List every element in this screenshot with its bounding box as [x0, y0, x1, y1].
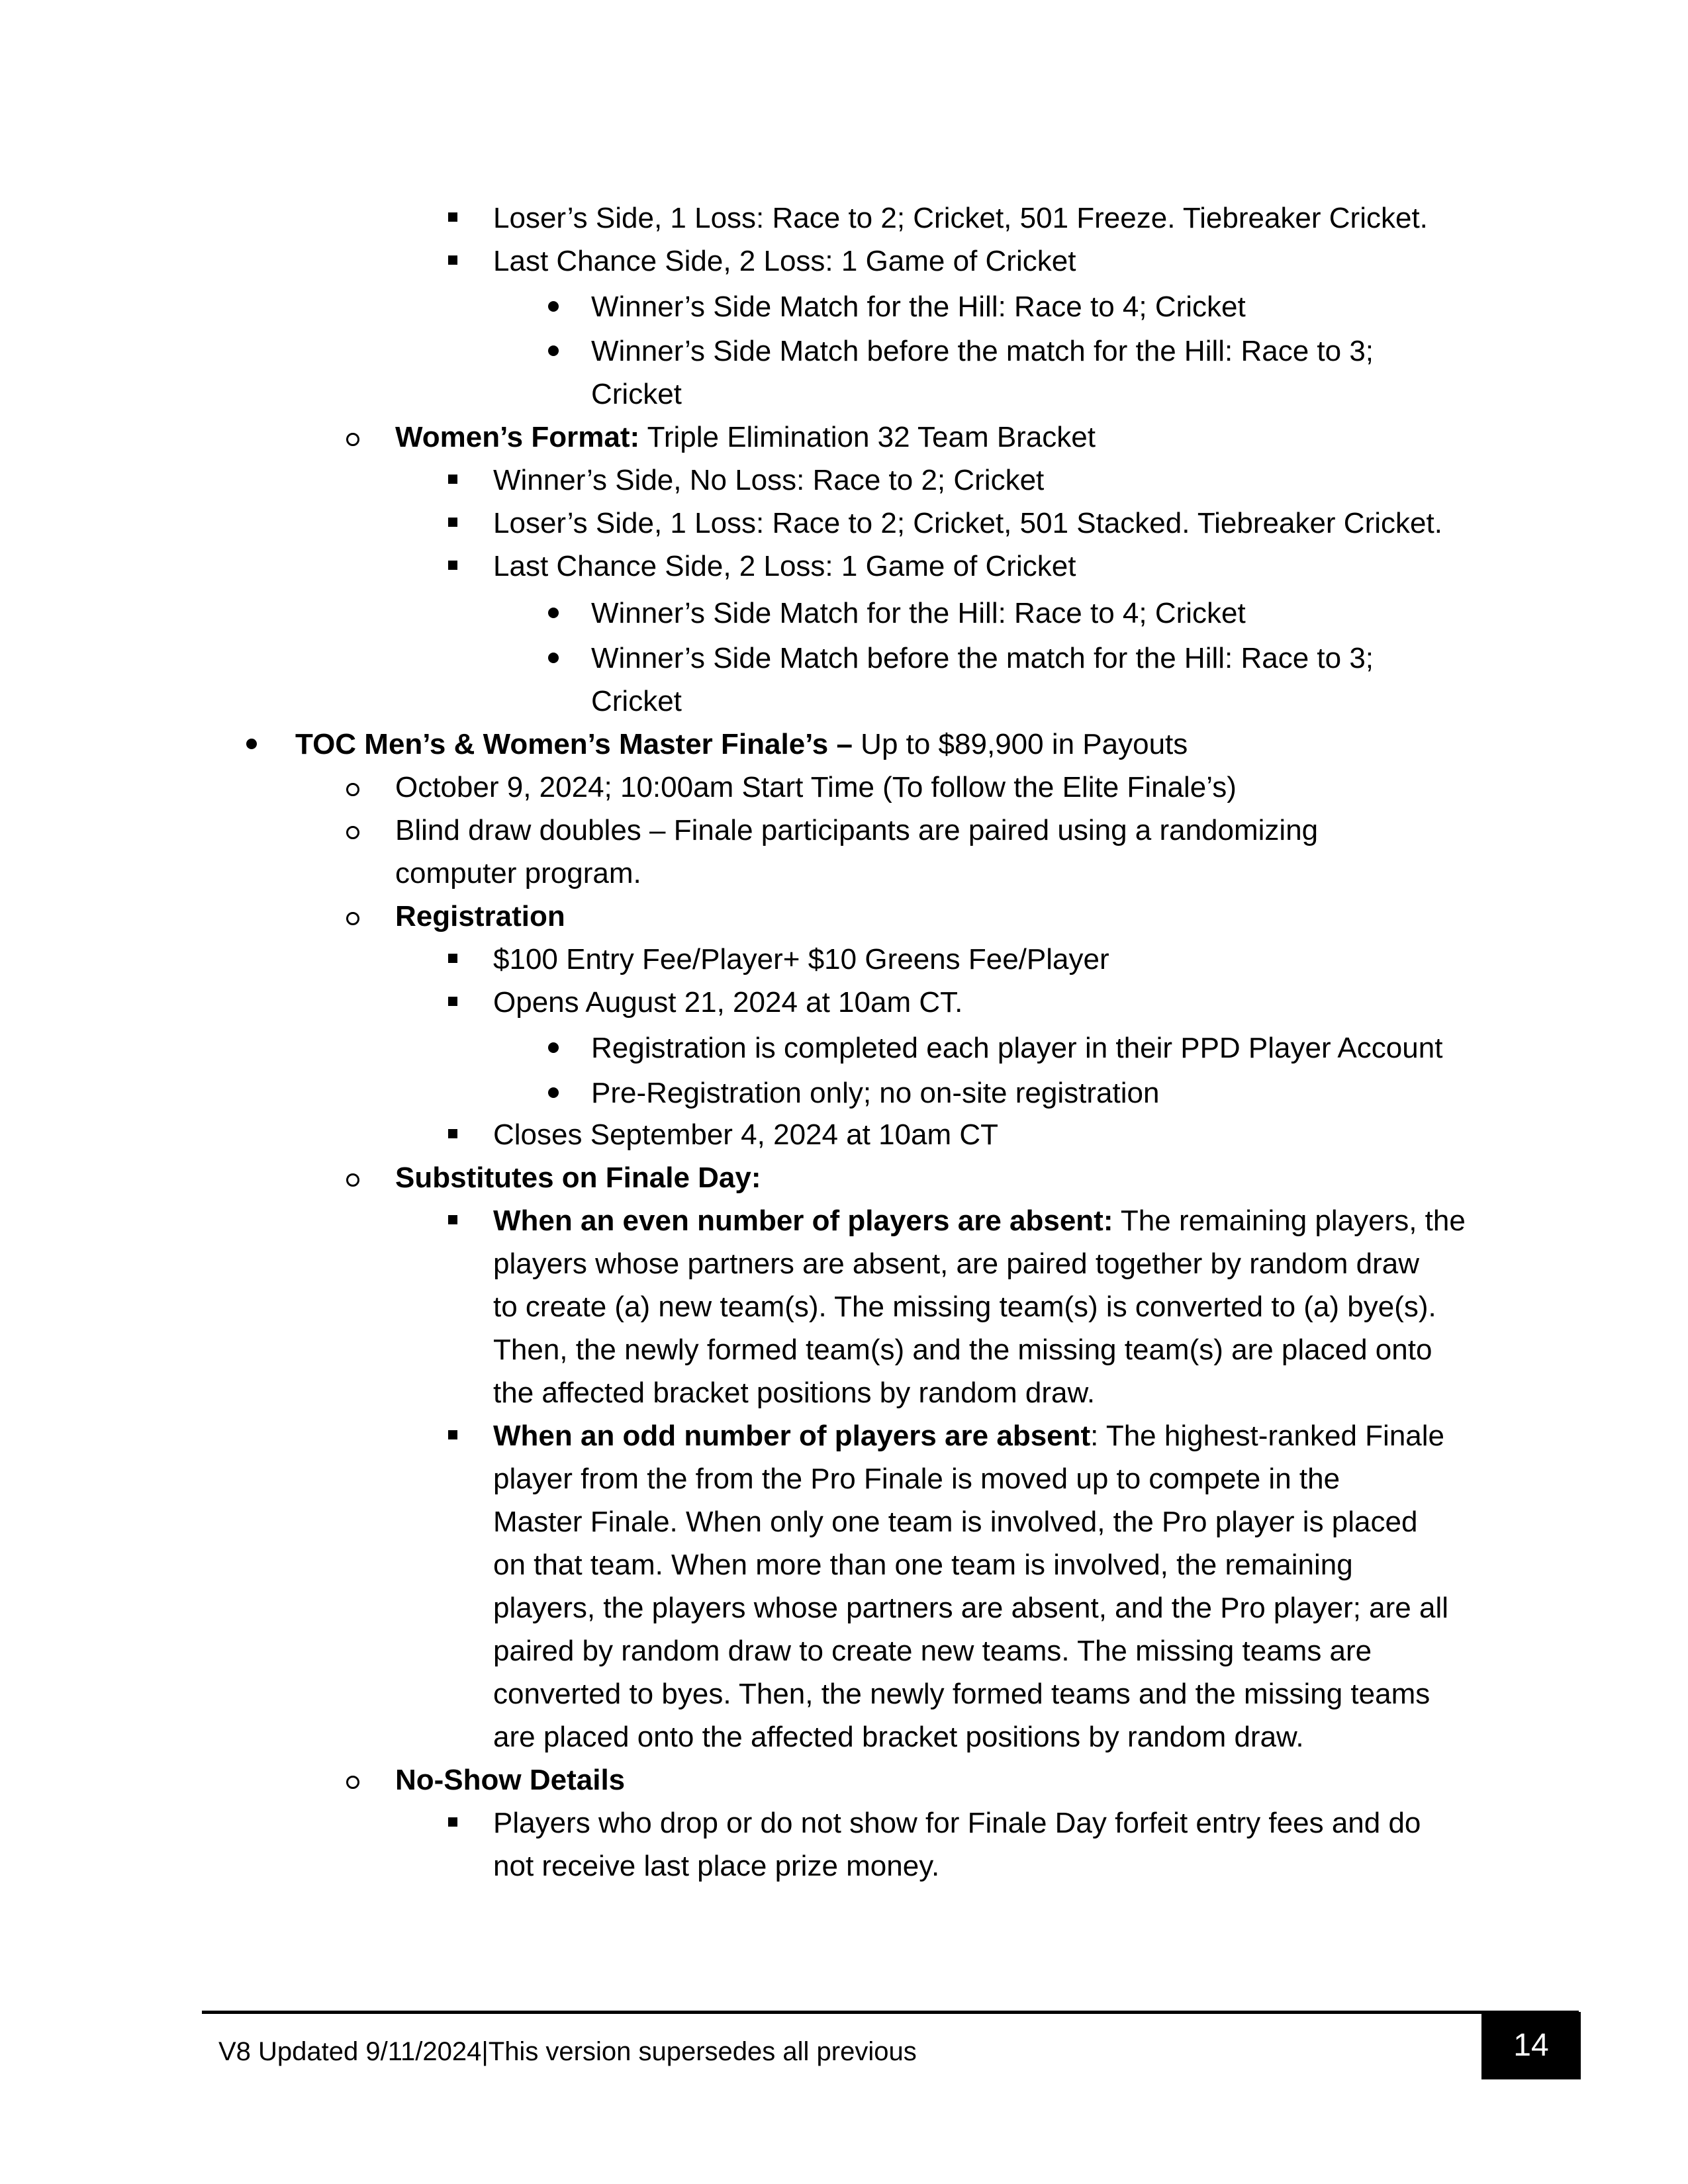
paragraph-line: players whose partners are absent, are paired together by random draw — [493, 1248, 1419, 1280]
bullet-square-icon — [448, 997, 457, 1006]
list-item: Opens August 21, 2024 at 10am CT. — [493, 986, 963, 1019]
womens-format-text: Triple Elimination 32 Team Bracket — [639, 421, 1096, 453]
bullet-square-icon — [448, 255, 457, 265]
list-item: Winner’s Side, No Loss: Race to 2; Cricket — [493, 464, 1045, 496]
list-item-continuation: Cricket — [591, 378, 682, 410]
paragraph-text: : The highest-ranked Finale — [1090, 1420, 1445, 1452]
paragraph-line: Master Finale. When only one team is involved, the Pro player is placed — [493, 1506, 1418, 1538]
list-item: Last Chance Side, 2 Loss: 1 Game of Cricket — [493, 245, 1076, 277]
footer-divider — [202, 2011, 1579, 2014]
list-item — [395, 416, 1096, 459]
list-item — [295, 723, 1188, 766]
paragraph-line: on that team. When more than one team is involved, the remaining — [493, 1549, 1353, 1581]
bullet-dot-icon — [548, 345, 559, 356]
list-item: Loser’s Side, 1 Loss: Race to 2; Cricket, 501 Freeze. Tiebreaker Cricket. — [493, 202, 1428, 234]
paragraph-line: the affected bracket positions by random draw. — [493, 1377, 1096, 1409]
list-item: Registration is completed each player in their PPD Player Account — [591, 1032, 1443, 1064]
registration-heading: Registration — [395, 900, 565, 933]
paragraph-line: paired by random draw to create new teams. The missing teams are — [493, 1635, 1372, 1667]
list-item — [493, 1199, 1466, 1243]
bullet-dot-icon — [246, 739, 257, 749]
paragraph-line: player from the from the Pro Finale is moved up to compete in the — [493, 1463, 1340, 1495]
bullet-square-icon — [448, 475, 457, 484]
list-item: October 9, 2024; 10:00am Start Time (To follow the Elite Finale’s) — [395, 771, 1237, 803]
list-item: Winner’s Side Match for the Hill: Race to 4; Cricket — [591, 597, 1246, 629]
toc-payout-text: Up to $89,900 in Payouts — [852, 728, 1188, 760]
list-item: Last Chance Side, 2 Loss: 1 Game of Cricket — [493, 550, 1076, 582]
paragraph-line: not receive last place prize money. — [493, 1850, 940, 1882]
odd-number-label: When an odd number of players are absent — [493, 1420, 1091, 1452]
bullet-dot-icon — [548, 1087, 559, 1098]
list-item-continuation: Cricket — [591, 685, 682, 717]
paragraph-line: to create (a) new team(s). The missing team(s) is converted to (a) bye(s). — [493, 1291, 1436, 1323]
footer-version-text: V8 Updated 9/11/2024|This version supersedes all previous — [218, 2037, 917, 2066]
bullet-square-icon — [448, 212, 457, 222]
bullet-square-icon — [448, 561, 457, 570]
bullet-square-icon — [448, 1215, 457, 1224]
paragraph-line: Then, the newly formed team(s) and the missing team(s) are placed onto — [493, 1334, 1432, 1366]
paragraph-line: converted to byes. Then, the newly formed teams and the missing teams — [493, 1678, 1430, 1710]
list-item: Pre-Registration only; no on-site registration — [591, 1077, 1160, 1109]
bullet-square-icon — [448, 518, 457, 527]
list-item: Players who drop or do not show for Finale Day forfeit entry fees and do — [493, 1807, 1421, 1839]
bullet-dot-icon — [548, 301, 559, 312]
list-item: Loser’s Side, 1 Loss: Race to 2; Cricket, 501 Stacked. Tiebreaker Cricket. — [493, 507, 1442, 539]
list-item-continuation: computer program. — [395, 857, 641, 889]
bullet-ring-icon — [346, 1173, 359, 1187]
paragraph-line: are placed onto the affected bracket positions by random draw. — [493, 1721, 1304, 1753]
list-item — [493, 1414, 1444, 1458]
bullet-square-icon — [448, 1430, 457, 1439]
toc-heading: TOC Men’s & Women’s Master Finale’s – — [295, 728, 853, 760]
paragraph-line: players, the players whose partners are absent, and the Pro player; are all — [493, 1592, 1449, 1624]
bullet-square-icon — [448, 1129, 457, 1138]
bullet-square-icon — [448, 954, 457, 963]
bullet-ring-icon — [346, 1776, 359, 1789]
paragraph-text: The remaining players, the — [1113, 1205, 1466, 1237]
bullet-ring-icon — [346, 783, 359, 796]
substitutes-heading: Substitutes on Finale Day: — [395, 1161, 761, 1194]
bullet-dot-icon — [548, 1042, 559, 1053]
bullet-ring-icon — [346, 912, 359, 925]
womens-format-label: Women’s Format: — [395, 421, 640, 453]
list-item: $100 Entry Fee/Player+ $10 Greens Fee/Player — [493, 943, 1109, 976]
page-number: 14 — [1481, 2012, 1581, 2079]
bullet-square-icon — [448, 1817, 457, 1827]
bullet-ring-icon — [346, 826, 359, 839]
even-number-label: When an even number of players are absent: — [493, 1205, 1113, 1237]
bullet-ring-icon — [346, 433, 359, 446]
list-item: Blind draw doubles – Finale participants are paired using a randomizing — [395, 814, 1319, 846]
list-item: Closes September 4, 2024 at 10am CT — [493, 1118, 999, 1151]
list-item: Winner’s Side Match for the Hill: Race to 4; Cricket — [591, 291, 1246, 323]
no-show-heading: No-Show Details — [395, 1764, 626, 1796]
list-item: Winner’s Side Match before the match for the Hill: Race to 3; — [591, 335, 1374, 367]
bullet-dot-icon — [548, 653, 559, 663]
list-item: Winner’s Side Match before the match for the Hill: Race to 3; — [591, 642, 1374, 674]
bullet-dot-icon — [548, 608, 559, 618]
